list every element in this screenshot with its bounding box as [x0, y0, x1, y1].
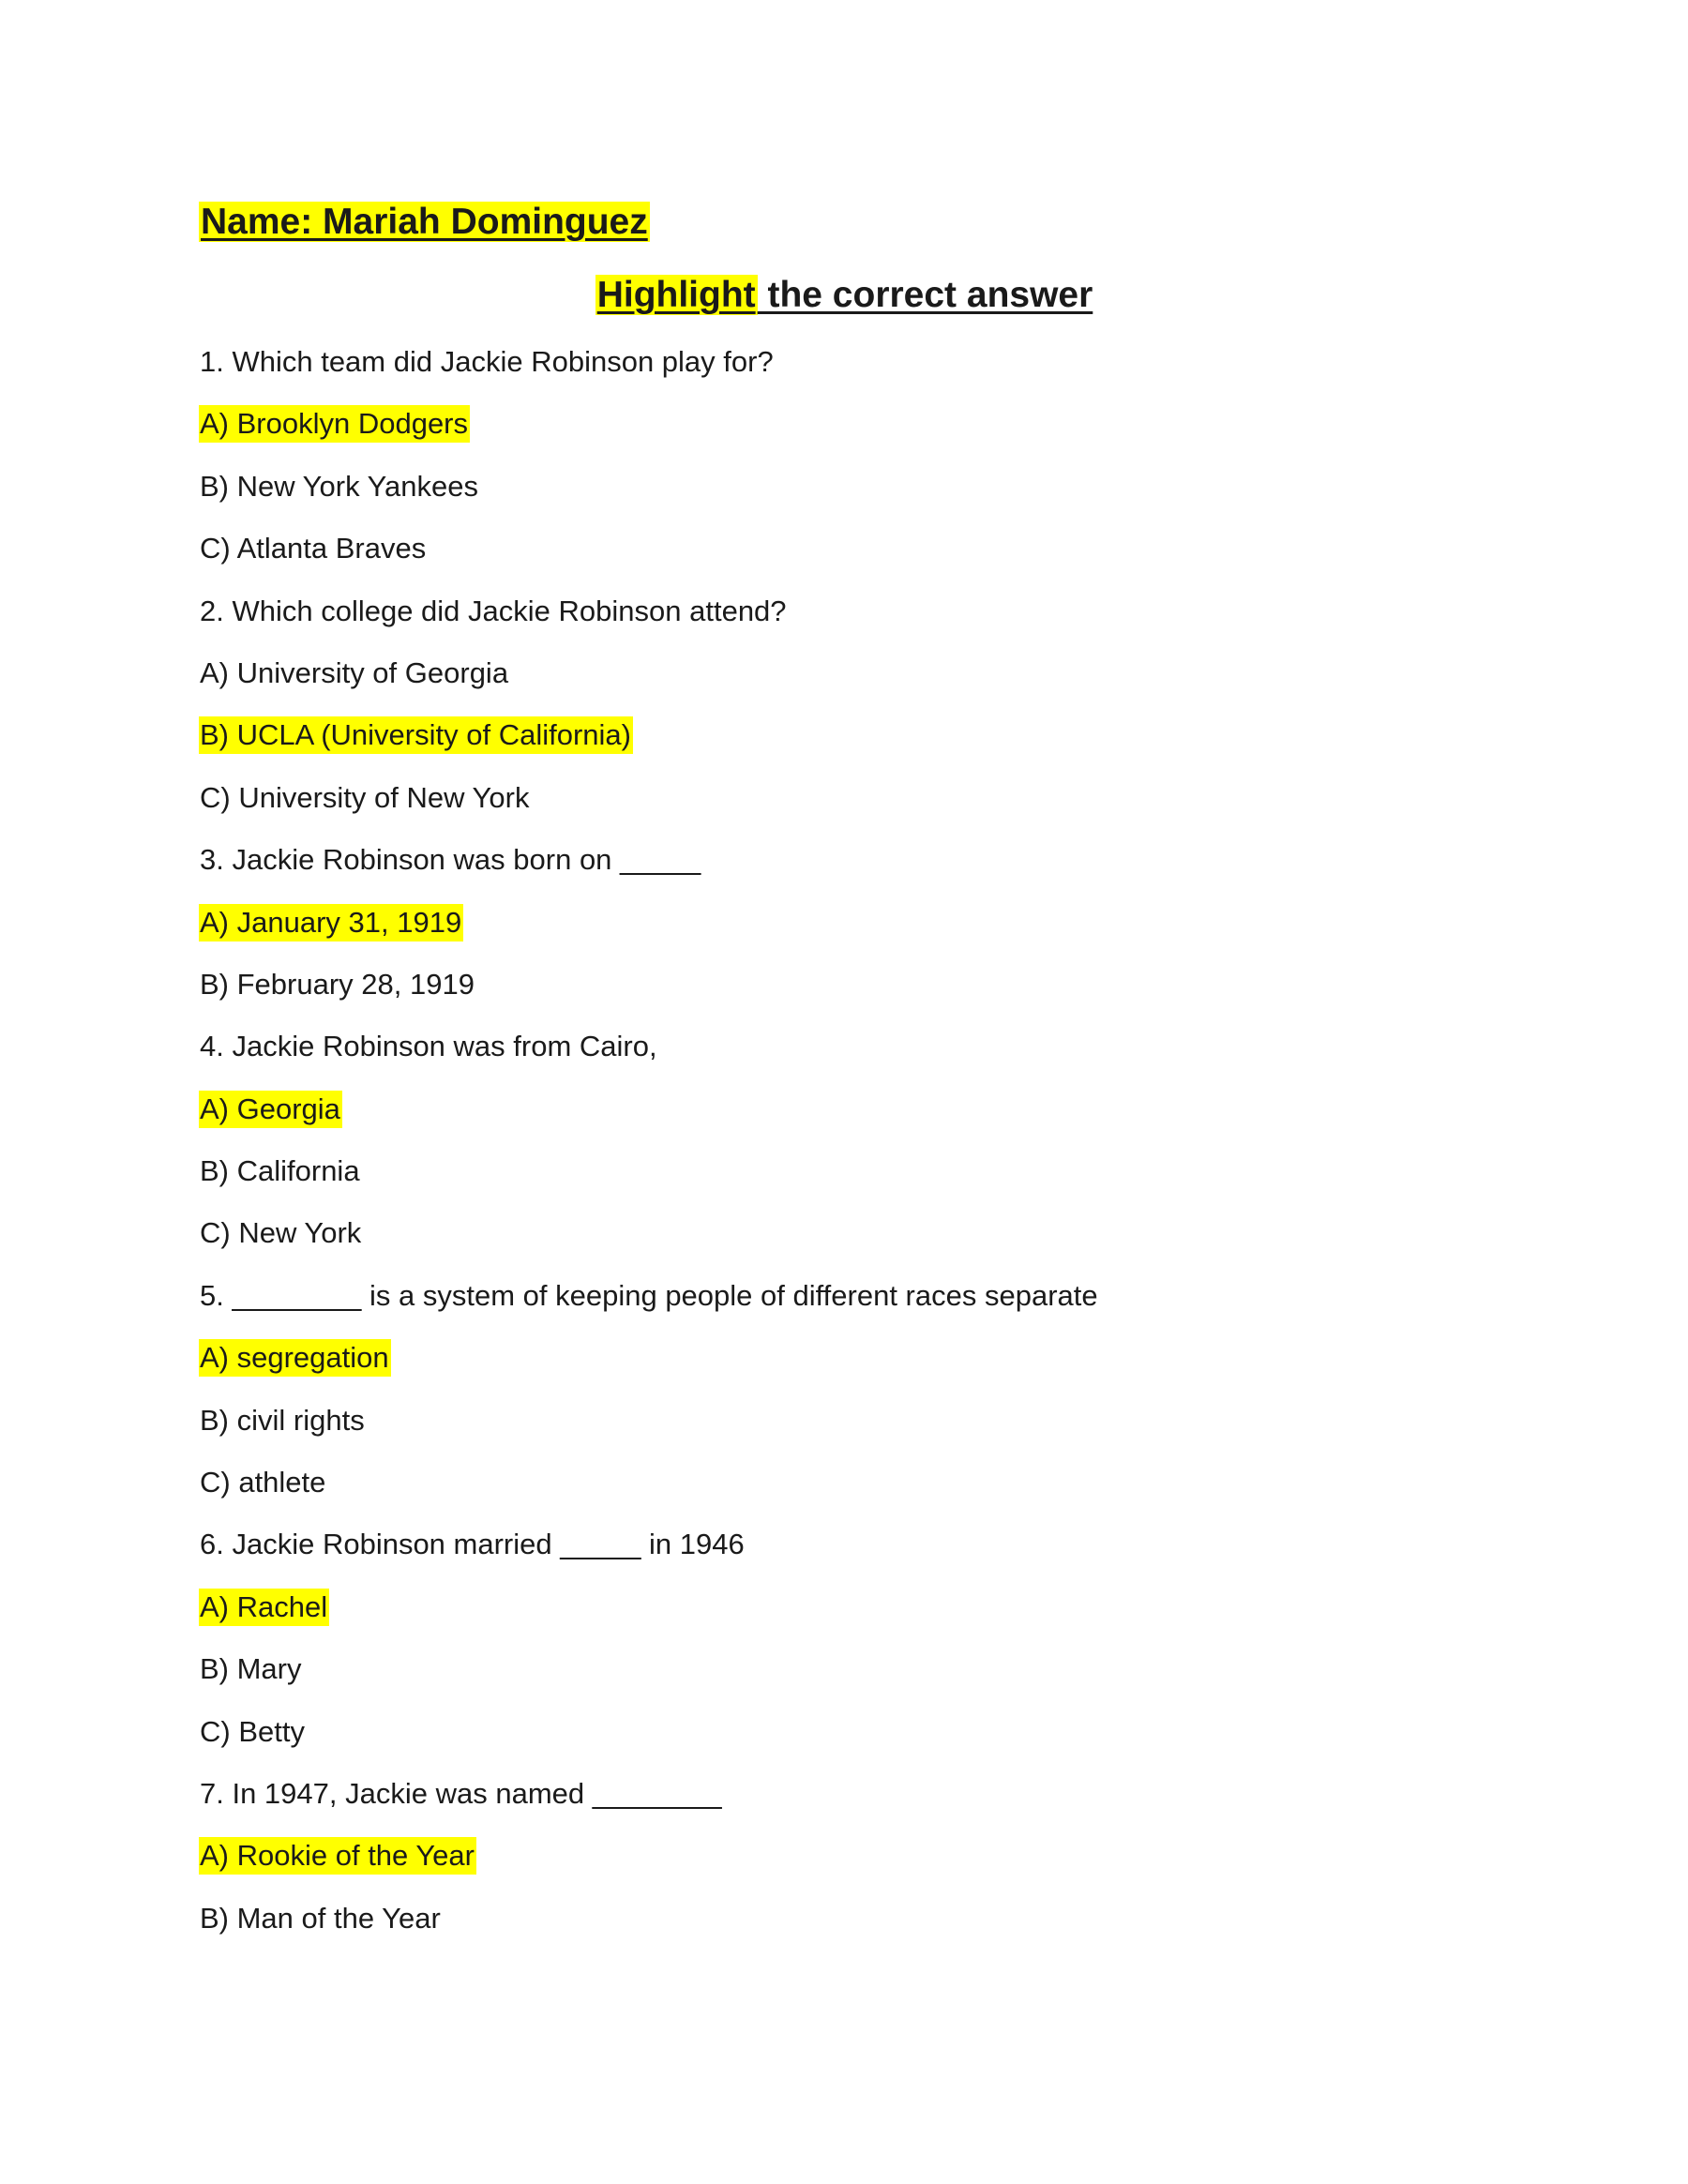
answer-option-highlighted	[199, 904, 1512, 966]
option-text: A) University of Georgia	[200, 655, 509, 689]
option-text: C) Atlanta Braves	[200, 532, 427, 565]
instruction-heading	[0, 272, 1688, 319]
option-text: A) January 31, 1919	[199, 904, 463, 941]
answer-option-highlighted	[199, 1339, 1512, 1401]
option-text: A) Brooklyn Dodgers	[199, 405, 470, 443]
answer-option	[199, 1464, 1512, 1526]
instruction-highlighted-word: Highlight	[596, 275, 756, 315]
option-text: B) Mary	[200, 1652, 302, 1686]
quiz-question	[199, 1028, 1512, 1090]
option-text: C) University of New York	[200, 780, 530, 814]
instruction-text	[595, 275, 1093, 315]
answer-option	[199, 1900, 1512, 1962]
option-text: C) Betty	[200, 1714, 305, 1748]
answer-option	[199, 1713, 1512, 1775]
quiz-question	[199, 1775, 1512, 1837]
answer-option-highlighted	[199, 1589, 1512, 1650]
option-text: C) athlete	[200, 1466, 326, 1499]
answer-option	[199, 1152, 1512, 1214]
answer-option-highlighted	[199, 405, 1512, 467]
option-text: A) segregation	[199, 1339, 391, 1377]
option-text: A) Rookie of the Year	[199, 1837, 476, 1875]
answer-option-highlighted	[199, 1837, 1512, 1899]
option-text: A) Georgia	[199, 1091, 342, 1128]
answer-option-highlighted	[199, 716, 1512, 778]
answer-option	[199, 1214, 1512, 1276]
answer-option	[199, 779, 1512, 841]
option-text: B) Man of the Year	[200, 1901, 441, 1935]
question-text: 4. Jackie Robinson was from Cairo,	[200, 1030, 657, 1063]
question-text: 7. In 1947, Jackie was named ________	[200, 1776, 722, 1810]
question-text: 3. Jackie Robinson was born on _____	[200, 843, 701, 877]
quiz-list	[199, 343, 1512, 1962]
instruction-rest: the correct answer	[757, 275, 1093, 315]
option-text: C) New York	[200, 1216, 362, 1250]
option-text: B) New York Yankees	[200, 469, 478, 503]
option-text: B) civil rights	[200, 1403, 365, 1437]
answer-option	[199, 530, 1512, 592]
student-name-text: Name: Mariah Dominguez	[201, 202, 648, 242]
answer-option	[199, 1650, 1512, 1712]
option-text: B) February 28, 1919	[200, 967, 475, 1001]
question-text: 5. ________ is a system of keeping people of different races separate	[200, 1278, 1098, 1312]
answer-option	[199, 655, 1512, 716]
option-text: B) UCLA (University of California)	[199, 716, 633, 754]
quiz-question	[199, 343, 1512, 405]
quiz-question	[199, 841, 1512, 903]
student-name	[199, 199, 650, 246]
question-text: 2. Which college did Jackie Robinson attend?	[200, 594, 787, 627]
answer-option-highlighted	[199, 1091, 1512, 1152]
quiz-question	[199, 1277, 1512, 1339]
quiz-question	[199, 1526, 1512, 1588]
question-text: 6. Jackie Robinson married _____ in 1946	[200, 1528, 745, 1561]
option-text: B) California	[200, 1154, 360, 1188]
answer-option	[199, 966, 1512, 1028]
question-text: 1. Which team did Jackie Robinson play for?	[200, 345, 774, 378]
answer-option	[199, 468, 1512, 530]
quiz-question	[199, 593, 1512, 655]
answer-option	[199, 1402, 1512, 1464]
option-text: A) Rachel	[199, 1589, 329, 1626]
